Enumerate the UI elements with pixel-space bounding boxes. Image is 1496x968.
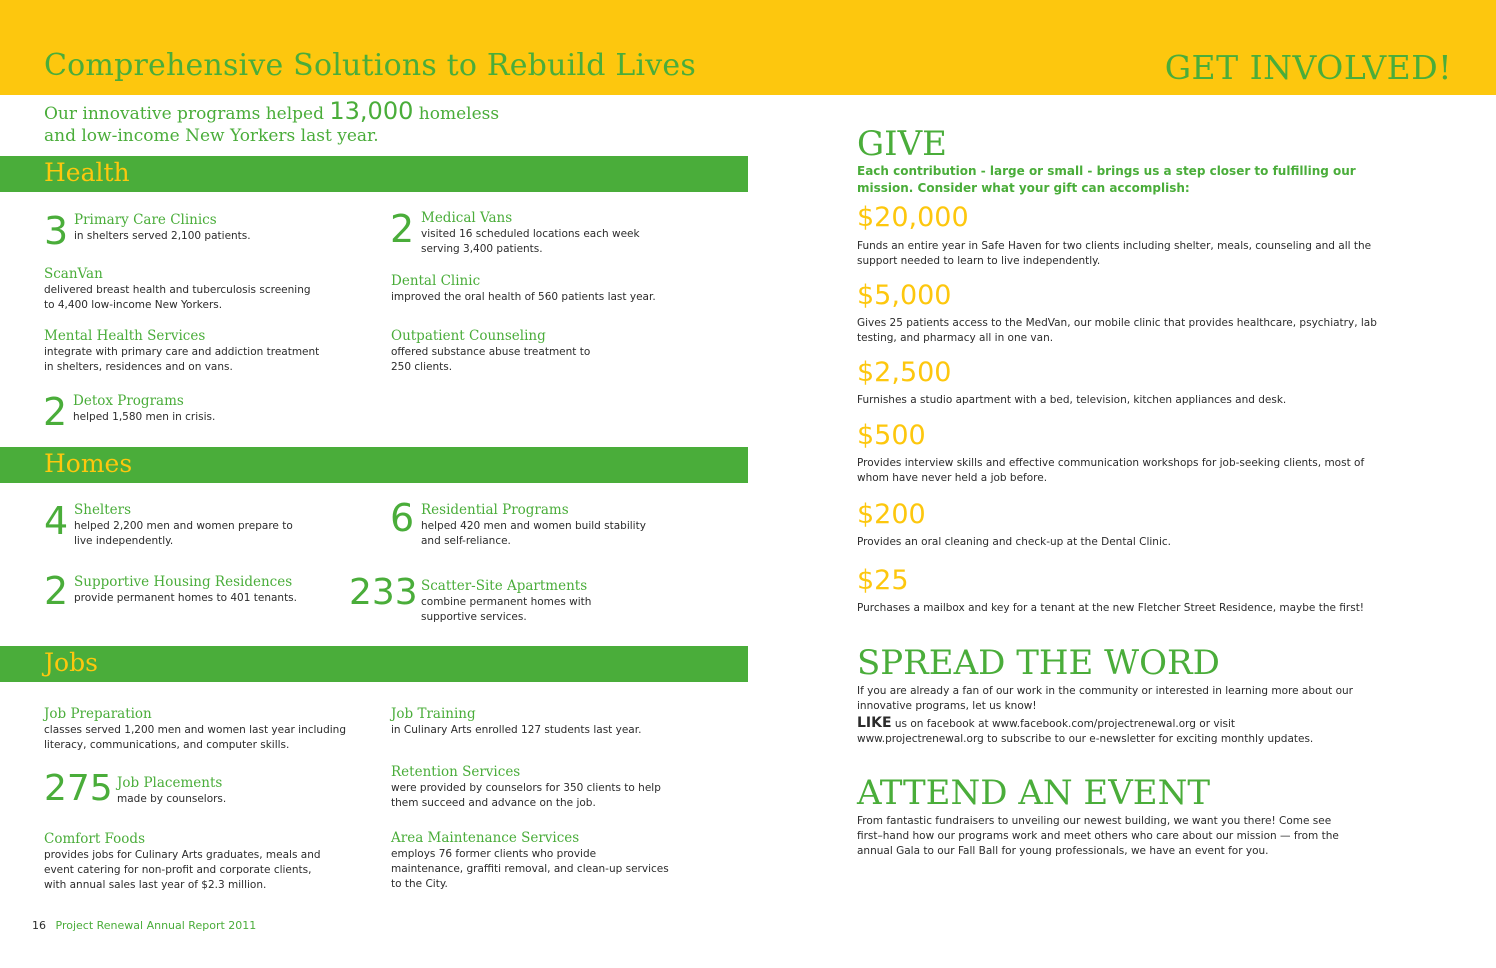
spread-desc: If you are already a fan of our work in the community or interested in learning more about our innovative programs, let us know! [857, 685, 1353, 712]
medical-vans-item [421, 210, 640, 257]
shelters-title: Shelters [74, 502, 132, 518]
comfort-desc2: event catering for non-profit and corporate clients, [44, 864, 312, 876]
supportive-number: 2 [44, 569, 69, 613]
intro-text [44, 97, 500, 147]
gift-desc: Gives 25 patients access to the MedVan, our mobile clinic that provides healthcare, psychiatry, lab testing, and pharmacy all in one van. [857, 317, 1377, 344]
gift-amount: $2,500 [857, 357, 952, 388]
give-heading: GIVE [857, 124, 947, 164]
intro-line2: and low-income New Yorkers last year. [44, 126, 379, 146]
residential-desc2: and self-reliance. [421, 535, 511, 547]
scatter-title: Scatter-Site Apartments [421, 578, 588, 594]
detox-desc: helped 1,580 men in crisis. [73, 411, 216, 423]
intro-number: 13,000 [329, 97, 414, 125]
dental-desc: improved the oral health of 560 patients last year. [391, 291, 656, 303]
retention-title: Retention Services [391, 764, 521, 780]
placements-desc: made by counselors. [117, 793, 227, 805]
mental-health-desc1: integrate with primary care and addiction treatment [44, 346, 320, 358]
shelters-item [74, 502, 293, 549]
supportive-title: Supportive Housing Residences [74, 574, 293, 590]
comfort-title: Comfort Foods [44, 831, 146, 847]
dental-item [391, 273, 656, 305]
scatter-desc1: combine permanent homes with [421, 596, 592, 608]
job-prep-item [44, 706, 346, 753]
scanvan-title: ScanVan [44, 266, 103, 282]
scatter-desc2: supportive services. [421, 611, 527, 623]
residential-title: Residential Programs [421, 502, 569, 518]
comfort-desc1: provides jobs for Culinary Arts graduates, meals and [44, 849, 321, 861]
detox-number: 2 [43, 390, 68, 434]
job-training-desc: in Culinary Arts enrolled 127 students last year. [391, 724, 642, 736]
scanvan-desc2: to 4,400 low-income New Yorkers. [44, 299, 223, 311]
placements-item [117, 775, 226, 807]
residential-number: 6 [390, 496, 415, 540]
job-prep-title: Job Preparation [44, 706, 152, 722]
gift-amount: $200 [857, 499, 926, 530]
area-maint-desc1: employs 76 former clients who provide [391, 848, 597, 860]
jobs-heading: Jobs [44, 648, 98, 677]
like-label: LIKE [857, 715, 892, 731]
shelters-number: 4 [44, 499, 69, 543]
supportive-desc: provide permanent homes to 401 tenants. [74, 592, 297, 604]
detox-title: Detox Programs [73, 393, 184, 409]
job-prep-desc2: literacy, communications, and computer skills. [44, 739, 290, 751]
retention-desc2: them succeed and advance on the job. [391, 797, 596, 809]
health-section-bar [0, 156, 748, 192]
gift-desc: Funds an entire year in Safe Haven for two clients including shelter, meals, counseling and all the support needed to learn to live independently. [857, 240, 1372, 267]
gift-amount: $20,000 [857, 202, 969, 233]
detox-item [73, 393, 215, 425]
area-maint-desc2: maintenance, graffiti removal, and clean-up services [391, 863, 669, 875]
event-desc: From fantastic fundraisers to unveiling our newest building, we want you there! Come see first–hand how our programs work and meet others who care about our mission — from the annual Gala to our Fall Ball for young professionals, we have an event for you. [857, 815, 1339, 857]
spread-heading: SPREAD THE WORD [857, 643, 1220, 683]
gift-amount: $5,000 [857, 280, 952, 311]
homes-heading: Homes [44, 449, 133, 478]
gift-desc: Purchases a mailbox and key for a tenant at the new Fletcher Street Residence, maybe the first! [857, 602, 1365, 614]
homes-section-bar [0, 447, 748, 483]
give-subtitle: Each contribution - large or small - brings us a step closer to fulfilling our mission. Consider what your gift can accomplish: [857, 164, 1356, 195]
residential-desc1: helped 420 men and women build stability [421, 520, 646, 532]
retention-item [391, 764, 661, 811]
scatter-number: 233 [349, 572, 418, 613]
intro-post: homeless [418, 104, 500, 124]
scanvan-item [44, 266, 311, 313]
gift-desc: Provides an oral cleaning and check-up at the Dental Clinic. [857, 536, 1171, 548]
health-heading: Health [44, 158, 130, 187]
area-maint-item [391, 830, 669, 892]
page-number: 16 [32, 919, 46, 932]
area-maint-title: Area Maintenance Services [391, 830, 580, 846]
primary-care-number: 3 [44, 209, 69, 253]
intro-pre: Our innovative programs helped [44, 104, 324, 124]
dental-title: Dental Clinic [391, 273, 481, 289]
get-involved-title: GET INVOLVED! [1164, 48, 1452, 87]
page-title: Comprehensive Solutions to Rebuild Lives [44, 48, 696, 83]
mental-health-desc2: in shelters, residences and on vans. [44, 361, 233, 373]
medical-vans-desc2: serving 3,400 patients. [421, 243, 543, 255]
outpatient-item [391, 328, 590, 375]
job-training-item [391, 706, 641, 738]
like-desc: us on facebook at www.facebook.com/projectrenewal.org or visit www.projectrenewal.org to subscribe to our e-newsletter for exciting monthly updates. [857, 718, 1314, 745]
spread-like-text [857, 716, 1357, 747]
scatter-item [421, 578, 591, 625]
retention-desc1: were provided by counselors for 350 clients to help [391, 782, 661, 794]
residential-item [421, 502, 646, 549]
gift-amount: $25 [857, 565, 909, 596]
shelters-desc2: live independently. [74, 535, 174, 547]
outpatient-desc2: 250 clients. [391, 361, 453, 373]
comfort-item [44, 831, 321, 893]
mental-health-title: Mental Health Services [44, 328, 206, 344]
outpatient-title: Outpatient Counseling [391, 328, 546, 344]
gift-desc: Provides interview skills and effective communication workshops for job-seeking clients, most of whom have never held a job before. [857, 457, 1365, 484]
event-heading: ATTEND AN EVENT [857, 773, 1211, 813]
medical-vans-desc1: visited 16 scheduled locations each week [421, 228, 640, 240]
area-maint-desc3: to the City. [391, 878, 448, 890]
primary-care-item [74, 212, 251, 244]
supportive-item [74, 574, 297, 606]
jobs-section-bar [0, 646, 748, 682]
gift-desc: Furnishes a studio apartment with a bed, television, kitchen appliances and desk. [857, 394, 1287, 406]
outpatient-desc1: offered substance abuse treatment to [391, 346, 591, 358]
comfort-desc3: with annual sales last year of $2.3 million. [44, 879, 267, 891]
job-prep-desc1: classes served 1,200 men and women last year including [44, 724, 346, 736]
medical-vans-number: 2 [390, 207, 415, 251]
job-training-title: Job Training [391, 706, 476, 722]
medical-vans-title: Medical Vans [421, 210, 513, 226]
primary-care-title: Primary Care Clinics [74, 212, 217, 228]
mental-health-item [44, 328, 319, 375]
placements-number: 275 [44, 768, 113, 809]
gift-amount: $500 [857, 420, 926, 451]
shelters-desc1: helped 2,200 men and women prepare to [74, 520, 293, 532]
footer [32, 919, 256, 932]
placements-title: Job Placements [117, 775, 223, 791]
primary-care-desc: in shelters served 2,100 patients. [74, 230, 251, 242]
scanvan-desc1: delivered breast health and tuberculosis screening [44, 284, 311, 296]
report-name: Project Renewal Annual Report 2011 [55, 919, 257, 932]
